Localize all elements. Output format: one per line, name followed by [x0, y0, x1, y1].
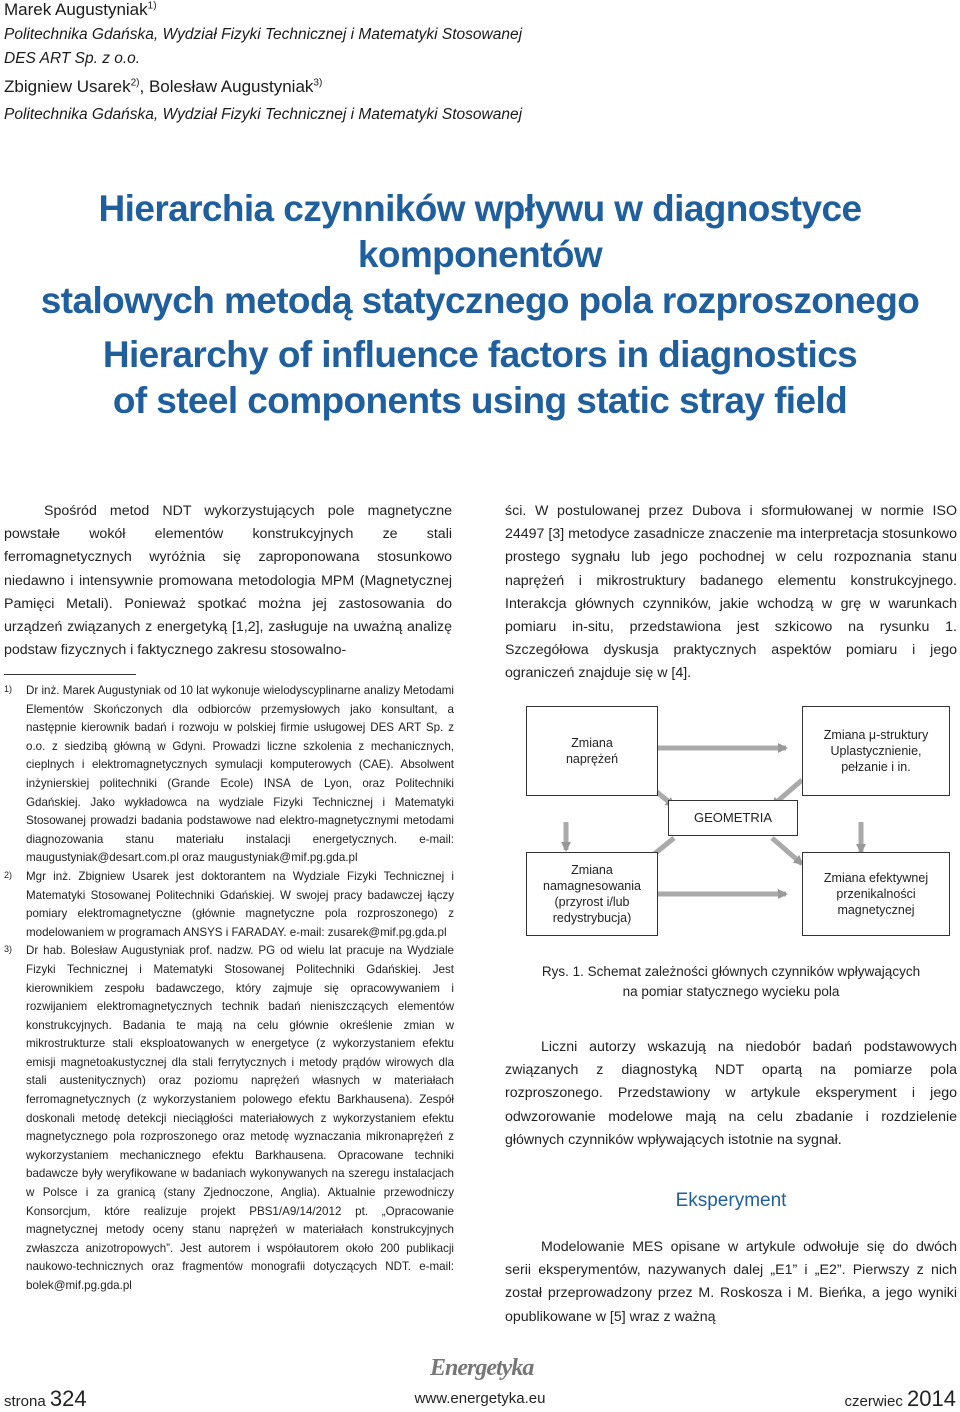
website-link[interactable]: www.energetyka.eu — [414, 1390, 546, 1407]
right-column-middle — [505, 1036, 957, 1152]
footnote-1 — [4, 682, 454, 868]
box-permeability-change — [802, 852, 950, 936]
intro-paragraph: Spośród metod NDT wykorzystujących pole magnetyczne powstałe wokół elementów konstrukcyjnych ze stali ferromagnetycznych wyróżnia się zaproponowana stosunkowo niedawno i intensywnie promowana metodologia MPM (Magnetycznej Pamięci Metali). Ponieważ spotkać można jej zastosowania do urządzeń związanych z energetyką [1,2], zasługuje na uważną analizę podstaw fizycznych i faktycznego zakresu stosowalno- — [4, 503, 452, 659]
box-microstructure-change — [802, 706, 950, 796]
right-column-top — [505, 500, 957, 686]
footnote-mark: 3) — [4, 944, 13, 955]
caption-line: Rys. 1. Schemat zależności głównych czynników wpływających — [541, 964, 921, 979]
energetyka-logo: Energetyka — [430, 1355, 534, 1381]
author-name: Marek Augustyniak — [4, 0, 148, 19]
section-heading: Eksperyment — [675, 1190, 787, 1211]
footnote-text: Mgr inż. Zbigniew Usarek jest doktorantem na Wydziale Fizyki Technicznej i Matematyki Stosowanej Politechniki Gdańskiej. W swojej pracy badawczej łączy pomiary elektromagnetyczne (głównie magnetyczne pola rozproszonego) z modelowaniem w programach ANSYS i FARADAY. e-mail: zusarek@mif.pg.gda.pl — [26, 869, 454, 939]
box-text: Zmiana μ-struktury — [823, 728, 929, 742]
box-text: Uplastycznienie, — [830, 744, 922, 758]
paragraph: Liczni autorzy wskazują na niedobór badań podstawowych związanych z diagnostyką NDT opartą na pomiarze pola rozproszonego. Przedstawiony w artykule eksperyment i jego odwzorowanie modelowe mają na celu zbadanie i rozdzielenie głównych czynników wpływających istotnie na sygnał. — [505, 1039, 957, 1148]
title-polish — [0, 186, 960, 324]
figure-1 — [506, 700, 958, 940]
footnote-rule — [4, 674, 136, 675]
affiliation-1b: DES ART Sp. z o.o. — [4, 50, 141, 67]
paragraph: Modelowanie MES opisane w artykule odwołuje się do dwóch serii eksperymentów, nazywanych dalej „E1” i „E2”. Pierwszy z nich został przeprowadzony przez M. Roskosza i M. Bieńka, a jego wyniki opublikowane w [5] wraz z ważną — [505, 1239, 957, 1325]
author-sup: 3) — [313, 77, 323, 89]
author-sup: 2) — [130, 77, 140, 89]
issue-date — [845, 1386, 956, 1412]
box-text: GEOMETRIA — [693, 810, 772, 825]
box-text: Zmiana — [571, 736, 613, 750]
issue-month: czerwiec — [844, 1393, 903, 1410]
issue-year: 2014 — [907, 1386, 956, 1411]
footnote-3 — [4, 942, 454, 1295]
footnote-mark: 1) — [4, 684, 13, 694]
footnote-text: Dr hab. Bolesław Augustyniak prof. nadzw. PG od wielu lat pracuje na Wydziale Fizyki Technicznej i Matematyki Stosowanej Politechniki Gdańskiej. Jest kierownikiem zespołu badawczego, który zajmuje się opracowywaniem i rozwijaniem elektromagnetycznych technik badań nieniszczących elementów konstrukcyjnych. Badania te mają na celu głównie określenie zmian w mikrostrukturze stali eksploatowanych w energetyce (z wykorzystaniem efektu emisji magnetoakustycznej dla stali ferrytycznych i metody prądów wirowych dla stali austenitycznych) oraz poziomu naprężeń własnych w materiałach ferromagnetycznych (z wykorzystaniem polowego efektu Barkhausena). Zespół doskonali metodę detekcji nieciągłości materiałowych z wykorzystaniem efektu magnetycznego pola rozproszonego oraz metodę wyznaczania mikronaprężeń z wykorzystaniem mechanicznego efektu Barkhausena. Opracowane techniki badawcze były weryfikowane w badaniach wykonywanych na szeregu instalacjach w Polsce i za granicą (stany Zjednoczone, Anglia). Aktualnie przewodniczy Konsorcjum, które realizuje projekt PBS1/A9/14/2012 pt. „Opracowanie magnetycznej metody oceny stanu naprężeń w materiałach konstrukcyjnych zwłaszcza anizotropowych”. Jest autorem i współautorem około 200 publikacji naukowo-technicznych oraz fragmentów monografii dotyczących NDT. e-mail: bolek@mif.pg.gda.pl — [26, 944, 454, 1292]
footnote-mark: 2) — [4, 869, 13, 880]
author-line-1 — [4, 0, 157, 20]
title-english — [0, 332, 960, 424]
box-text: namagnesowania — [543, 879, 641, 893]
right-column-bottom — [505, 1236, 957, 1329]
title-line: of steel components using static stray field — [112, 380, 848, 421]
box-text: Zmiana — [571, 863, 613, 877]
footnotes — [4, 682, 454, 1296]
box-text: naprężeń — [565, 752, 619, 766]
author-name: Zbigniew Usarek — [4, 77, 131, 96]
paragraph: ści. W postulowanej przez Dubova i sformułowanej w normie ISO 24497 [3] metodyce zasadnicze znaczenie ma interpretacja stosunkowo prostego sygnału lub jego pochodnej w celu rozpoznania stanu naprężeń i mikrostruktury badanego elementu konstrukcyjnego. Interakcja głównych czynników, jakie wchodzą w grę w warunkach pomiaru in-situ, przedstawiona jest szkicowo na rysunku 1. Szczegółowa dyskusja praktycznych aspektów pomiaru i jego ograniczeń znajduje się w [4]. — [505, 503, 957, 682]
author-line-2 — [4, 77, 322, 97]
box-magnetization-change — [526, 852, 658, 936]
title-line: Hierarchia czynników wpływu w diagnostyce komponentów — [98, 188, 862, 275]
footnote-2 — [4, 868, 454, 942]
author-name: , Bolesław Augustyniak — [139, 77, 314, 96]
author-sup: 1) — [147, 0, 157, 12]
box-stress-change — [526, 706, 658, 796]
box-text: przenikalności — [836, 887, 916, 901]
box-text: Zmiana efektywnej — [823, 871, 929, 885]
left-column — [4, 500, 452, 662]
box-text: magnetycznej — [837, 903, 915, 917]
title-line: Hierarchy of influence factors in diagnostics — [102, 334, 858, 375]
caption-line: na pomiar statycznego wycieku pola — [622, 984, 840, 999]
affiliation-2: Politechnika Gdańska, Wydział Fizyki Technicznej i Matematyki Stosowanej — [4, 106, 523, 123]
box-text: redystrybucja) — [552, 911, 632, 925]
page-number — [4, 1386, 87, 1412]
footnote-text: Dr inż. Marek Augustyniak od 10 lat wykonuje wielodyscyplinarne analizy Metodami Elementów Skończonych dla odbiorców przemysłowych jako konsultant, a następnie kierownik badań i rozwoju w polskiej firmie usługowej DES ART Sp. z o.o. z siedzibą główną w Gdyni. Prowadzi liczne szkolenia z mechanicznych, cieplnych i elektromagnetycznych symulacji komputerowych (CAE). Absolwent inżynierskiej politechniki (Grande Ecole) INSA de Lyon, oraz Politechniki Gdańskiej. Jako wykładowca na wydziale Fizyki Technicznej i Matematyki Stosowanej prowadzi badania podstawowe nad elektro-magnetycznymi metodami diagnozowania stanu materiału instalacji energetycznych. e-mail: maugustyniak@desart.com.pl oraz maugustyniak@mif.pg.gda.pl — [26, 684, 454, 865]
box-text: pełzanie i in. — [841, 760, 911, 774]
page-number-value: 324 — [49, 1386, 87, 1411]
box-geometry — [668, 800, 798, 836]
box-text: (przyrost i/lub — [554, 895, 630, 909]
affiliation-1: Politechnika Gdańska, Wydział Fizyki Technicznej i Matematyki Stosowanej — [4, 26, 523, 43]
title-line: stalowych metodą statycznego pola rozproszonego — [40, 280, 920, 321]
arrow-diag-br — [772, 838, 802, 864]
page-label: strona — [4, 1393, 46, 1410]
figure-caption — [505, 962, 957, 1002]
